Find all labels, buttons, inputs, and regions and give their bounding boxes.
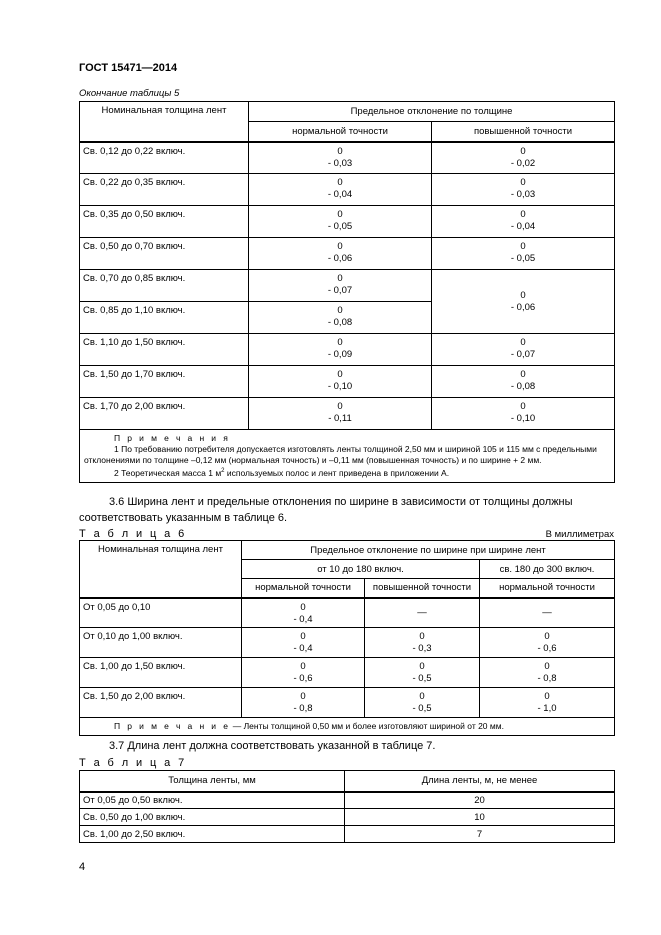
table-row [80,366,615,398]
table5-caption: Окончание таблицы 5 [79,88,180,99]
table6-title: Т а б л и ц а 6 [79,528,187,540]
cell-normal: 0 - 0,11 [249,398,432,430]
table5-header-normal: нормальной точности [249,122,432,142]
table6-header-thickness: Номинальная толщина лент [80,541,242,598]
table7 [79,770,615,843]
table6-header-range1: от 10 до 180 включ. [242,560,480,579]
table-row [80,398,615,430]
cell-high: 0 - 0,07 [432,334,615,366]
row-label: Св. 0,85 до 1,10 включ. [80,302,249,334]
cell-high: 0 - 0,05 [432,238,615,270]
row-label: Св. 0,50 до 0,70 включ. [80,238,249,270]
table6 [79,540,615,736]
cell-normal: 0 - 0,07 [249,270,432,302]
row-label: Св. 1,50 до 1,70 включ. [80,366,249,398]
table6-header-high: повышенной точности [365,579,480,598]
table7-header-length: Длина ленты, м, не менее [345,771,615,792]
cell-normal: 0 - 0,6 [242,658,365,688]
cell-normal: 0 - 0,05 [249,206,432,238]
table5-header-high: повышенной точности [432,122,615,142]
table6-header-deviation: Предельное отклонение по ширине при ширине лент [242,541,615,560]
cell-high: 0 - 0,04 [432,206,615,238]
cell-high: 0 - 0,5 [365,658,480,688]
table7-header-thickness: Толщина ленты, мм [80,771,345,792]
table-row [80,598,615,628]
cell-normal2: 0 - 0,8 [480,658,615,688]
table6-header-normal: нормальной точности [242,579,365,598]
table-row [80,174,615,206]
table5-notes [80,430,615,483]
table-row [80,270,615,302]
table-row [80,809,615,826]
table6-header-normal2: нормальной точности [480,579,615,598]
row-label: Св. 0,12 до 0,22 включ. [80,142,249,174]
cell-normal: 0 - 0,08 [249,302,432,334]
cell-normal2: — [480,598,615,628]
cell-high-merged: 0 - 0,06 [432,270,615,334]
row-label: Св. 0,70 до 0,85 включ. [80,270,249,302]
table-row [80,792,615,809]
note-1: 1 По требованию потребителя допускается изготовлять ленты толщиной 2,50 мм и шириной 105 и 115 мм с предельными отклонениями по толщине –0,12 мм (нормальная точность) и –0,11 мм (повышенная точность) и по ширине + 2 мм. [84,444,597,465]
table-row [80,658,615,688]
table5 [79,101,615,483]
table6-units: В миллиметрах [545,529,614,540]
table-row [80,142,615,174]
cell-high: 0 - 0,10 [432,398,615,430]
cell-high: 0 - 0,5 [365,688,480,718]
table-row [80,238,615,270]
row-label: Св. 1,50 до 2,00 включ. [80,688,242,718]
row-label: Св. 0,22 до 0,35 включ. [80,174,249,206]
cell-length: 7 [345,826,615,843]
cell-high: — [365,598,480,628]
row-label: Св. 0,50 до 1,00 включ. [80,809,345,826]
cell-high: 0 - 0,3 [365,628,480,658]
row-label: От 0,10 до 1,00 включ. [80,628,242,658]
cell-normal: 0 - 0,10 [249,366,432,398]
cell-length: 20 [345,792,615,809]
table-row [80,334,615,366]
table5-header-thickness: Номинальная толщина лент [80,102,249,142]
cell-normal: 0 - 0,4 [242,598,365,628]
notes-title: П р и м е ч а н и я [114,433,231,443]
table6-note: П р и м е ч а н и е — Ленты толщиной 0,50 мм и более изготовляют шириной от 20 мм. [80,718,615,736]
cell-normal: 0 - 0,4 [242,628,365,658]
cell-high: 0 - 0,08 [432,366,615,398]
row-label: Св. 1,10 до 1,50 включ. [80,334,249,366]
table-row [80,688,615,718]
table-row [80,628,615,658]
row-label: От 0,05 до 0,10 [80,598,242,628]
row-label: Св. 1,70 до 2,00 включ. [80,398,249,430]
cell-normal: 0 - 0,04 [249,174,432,206]
cell-normal: 0 - 0,09 [249,334,432,366]
row-label: От 0,05 до 0,50 включ. [80,792,345,809]
cell-high: 0 - 0,03 [432,174,615,206]
table5-header-deviation: Предельное отклонение по толщине [249,102,615,122]
page-number: 4 [79,861,86,873]
row-label: Св. 1,00 до 1,50 включ. [80,658,242,688]
table7-title: Т а б л и ц а 7 [79,757,187,769]
cell-normal: 0 - 0,06 [249,238,432,270]
table-row [80,826,615,843]
paragraph-3-7: 3.7 Длина лент должна соответствовать указанной в таблице 7. [109,740,436,752]
cell-high: 0 - 0,02 [432,142,615,174]
table6-header-range2: св. 180 до 300 включ. [480,560,615,579]
cell-normal: 0 - 0,8 [242,688,365,718]
document-code: ГОСТ 15471—2014 [79,62,178,74]
cell-length: 10 [345,809,615,826]
cell-normal2: 0 - 1,0 [480,688,615,718]
cell-normal2: 0 - 0,6 [480,628,615,658]
note-2: 2 Теоретическая масса 1 $м^2$ используемых полос и лент приведена в приложении А. [114,467,450,478]
paragraph-3-6: 3.6 Ширина лент и предельные отклонения по ширине в зависимости от толщины должны соответствовать указанным в таблице 6. [79,496,573,524]
table-row [80,206,615,238]
row-label: Св. 0,35 до 0,50 включ. [80,206,249,238]
cell-normal: 0 - 0,03 [249,142,432,174]
row-label: Св. 1,00 до 2,50 включ. [80,826,345,843]
